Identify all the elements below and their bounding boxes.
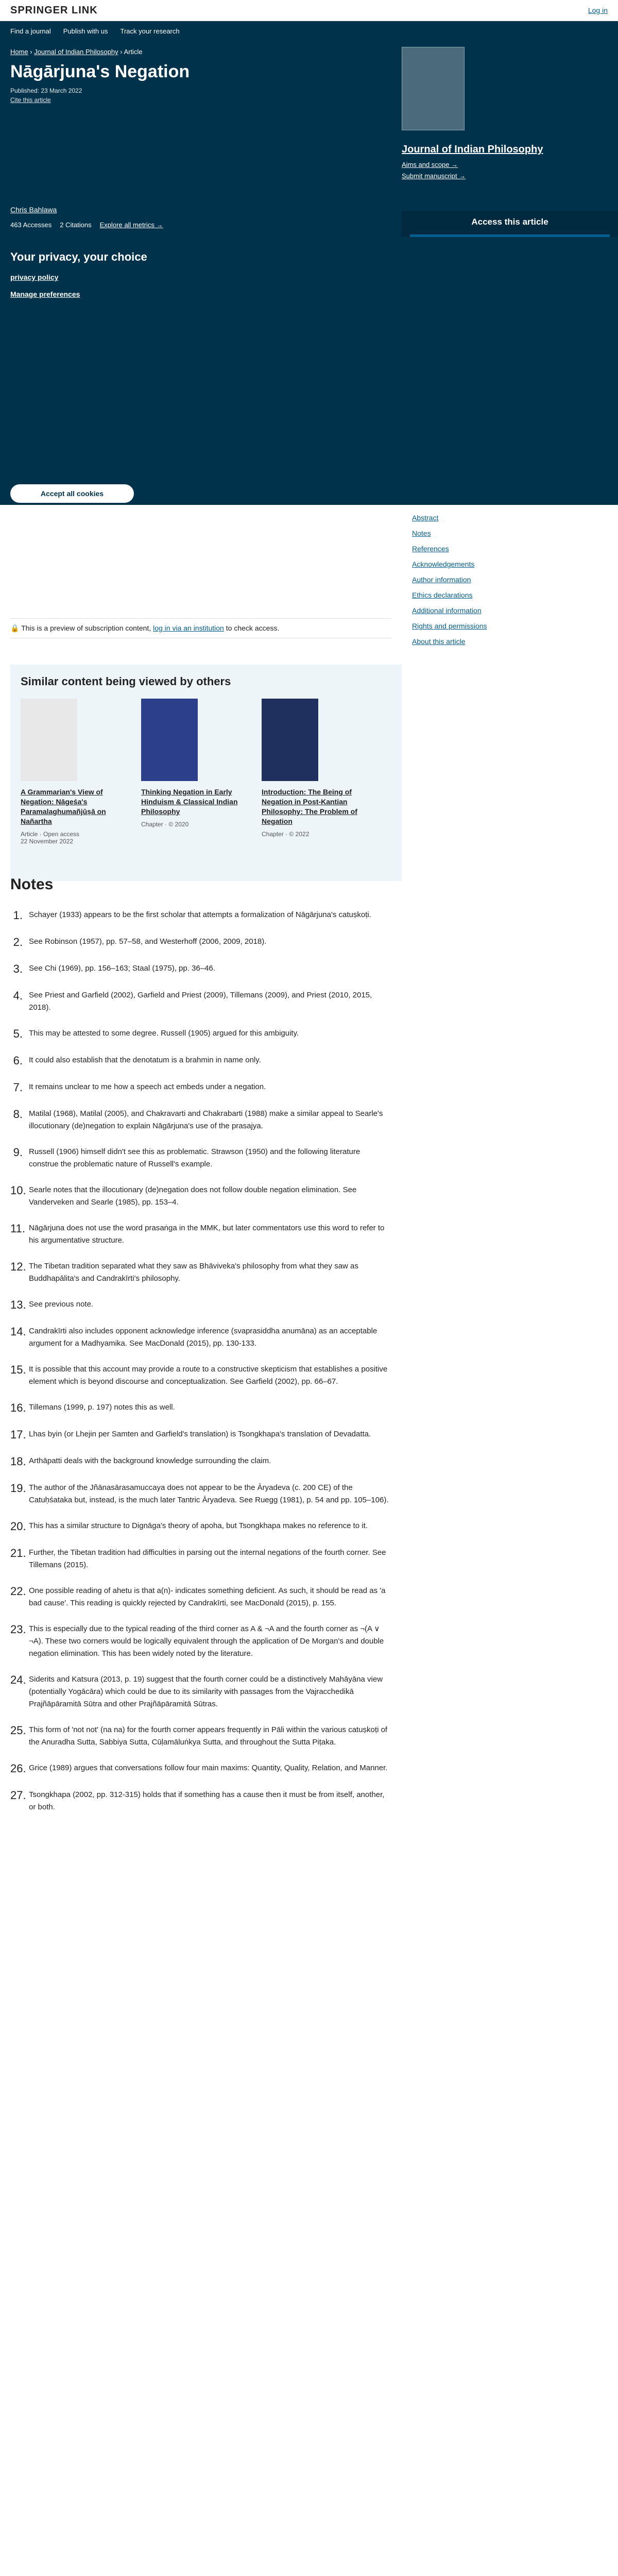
nav-find-journal[interactable]: Find a journal: [10, 27, 51, 35]
note-item: [10, 1146, 391, 1171]
note-number: 24.: [10, 1673, 26, 1686]
similar-card[interactable]: Thinking Negation in Early Hinduism & Classical Indian Philosophy Chapter · © 2020: [141, 699, 249, 845]
note-text: See previous note.: [29, 1300, 94, 1309]
note-number: 18.: [10, 1455, 26, 1468]
note-number: 12.: [10, 1260, 26, 1273]
journal-links: [402, 159, 466, 182]
note-number: 21.: [10, 1547, 26, 1560]
nav-bar: [0, 21, 618, 41]
note-item: [10, 1455, 391, 1468]
lock-icon: 🔒: [10, 624, 20, 632]
journal-cover[interactable]: [402, 47, 465, 130]
card-type: Article: [21, 831, 38, 838]
breadcrumb-journal[interactable]: Journal of Indian Philosophy: [34, 48, 118, 56]
note-item: [10, 1547, 391, 1571]
note-text: Lhas byin (or Lhejin per Samten and Garfield's translation) is Tsongkhapa's translation of Devadatta.: [29, 1430, 371, 1438]
breadcrumb: Home › Journal of Indian Philosophy › Article: [10, 48, 143, 56]
privacy-policy-link[interactable]: privacy policy: [10, 273, 59, 281]
note-number: 3.: [13, 962, 23, 975]
nav-rights[interactable]: Rights and permissions: [412, 622, 487, 630]
note-number: 27.: [10, 1789, 26, 1802]
manage-preferences-link[interactable]: Manage preferences: [10, 290, 80, 298]
note-text: The author of the Jñānasārasamuccaya does not appear to be the Āryadeva (c. 200 CE) of the Catuḥśataka but, instead, is the much later Tantric Āryadeva. See Ruegg (1981), p. 54 and pp. 105–106).: [29, 1483, 389, 1504]
note-number: 16.: [10, 1401, 26, 1414]
note-text: Matilal (1968), Matilal (2005), and Chakravarti and Chakrabarti (1988) make a similar appeal to Searle's illocutionary (de)negation to explain Nāgārjuna's use of the prasajya.: [29, 1109, 383, 1130]
note-text: Russell (1906) himself didn't see this as problematic. Strawson (1950) and the following literature construe the problematic nature of Russell's example.: [29, 1147, 360, 1168]
nav-acknowledgements[interactable]: Acknowledgements: [412, 560, 475, 568]
note-text: One possible reading of ahetu is that a(n)- indicates something deficient. As such, it should be read as 'a bad cause'. This reading is quickly rejected by Candrakīrti, see MacDonald (2015), p. 155.: [29, 1586, 386, 1607]
similar-card[interactable]: A Grammarian's View of Negation: Nāgeśa's Paramalaghumañjūṣā on Nañartha Article · Open access 22 November 2022: [21, 699, 129, 845]
note-number: 9.: [13, 1146, 23, 1159]
note-number: 15.: [10, 1363, 26, 1376]
card-access: Open access: [43, 831, 80, 838]
card-thumbnail: [21, 699, 77, 781]
note-number: 5.: [13, 1027, 23, 1040]
metrics-bar: [10, 221, 163, 229]
note-number: 22.: [10, 1585, 26, 1598]
note-text: Schayer (1933) appears to be the first scholar that attempts a formalization of Nāgārjuna's catuṣkoṭi.: [29, 910, 371, 919]
similar-title: Similar content being viewed by others: [21, 675, 231, 688]
note-number: 26.: [10, 1762, 26, 1775]
note-number: 17.: [10, 1428, 26, 1441]
note-number: 4.: [13, 989, 23, 1002]
note-text: Tillemans (1999, p. 197) notes this as well.: [29, 1403, 175, 1412]
note-text: It is possible that this account may provide a route to a constructive skepticism that establishes a positive element which is beyond discourse and conceptualization. See Garfield (2002), pp. 66–67.: [29, 1365, 388, 1386]
note-item: [10, 962, 391, 976]
note-number: 6.: [13, 1054, 23, 1067]
note-number: 10.: [10, 1184, 26, 1197]
note-number: 2.: [13, 936, 23, 948]
note-number: 19.: [10, 1482, 26, 1495]
note-item: [10, 1184, 391, 1209]
aims-link[interactable]: Aims and scope →: [402, 161, 458, 168]
note-number: 13.: [10, 1298, 26, 1311]
note-number: 25.: [10, 1724, 26, 1737]
note-text: It remains unclear to me how a speech act embeds under a negation.: [29, 1082, 266, 1091]
card-title[interactable]: A Grammarian's View of Negation: Nāgeśa's Paramalaghumañjūṣā on Nañartha: [21, 788, 106, 825]
note-item: [10, 1428, 391, 1442]
note-text: This has a similar structure to Dignāga's theory of apoha, but Tsongkhapa makes no reference to it.: [29, 1521, 368, 1530]
similar-card[interactable]: Introduction: The Being of Negation in Post-Kantian Philosophy: The Problem of Negation Chapter · © 2022: [262, 699, 370, 845]
top-bar: [0, 0, 618, 21]
accept-cookies-button[interactable]: Accept all cookies: [10, 484, 134, 503]
nav-abstract[interactable]: Abstract: [412, 514, 439, 522]
nav-notes[interactable]: Notes: [412, 529, 431, 537]
note-item: [10, 1054, 391, 1067]
access-title: Access this article: [471, 217, 548, 227]
note-text: Siderits and Katsura (2013, p. 19) suggest that the fourth corner could be a distinctively Mahāyāna view (potentially Yogācāra) which could be due to its similarity with passages from the Vajracchedikā Prajñāpāramitā Sūtra and other Prajñāpāramitā Sūtras.: [29, 1675, 383, 1708]
note-number: 23.: [10, 1623, 26, 1636]
note-text: Tsongkhapa (2002, pp. 312-315) holds that if something has a cause then it must be from itself, another, or both.: [29, 1790, 385, 1811]
card-type: Chapter: [141, 821, 163, 828]
cookie-title: Your privacy, your choice: [10, 250, 147, 263]
preview-text: This is a preview of subscription content,: [21, 624, 151, 632]
note-text: Further, the Tibetan tradition had difficulties in parsing out the internal negations of the fourth corner. See Tillemans (2015).: [29, 1548, 386, 1569]
breadcrumb-home[interactable]: Home: [10, 48, 28, 56]
card-title[interactable]: Thinking Negation in Early Hinduism & Classical Indian Philosophy: [141, 788, 238, 816]
article-header: [0, 41, 618, 257]
springer-logo[interactable]: SPRINGER LINK: [10, 4, 98, 16]
preview-login-link[interactable]: log in via an institution: [153, 624, 224, 632]
note-item: [10, 909, 391, 922]
note-item: [10, 1623, 391, 1660]
cookie-privacy: [10, 272, 603, 283]
authors: [10, 206, 57, 214]
note-number: 8.: [13, 1108, 23, 1121]
login-link[interactable]: Log in: [588, 6, 608, 14]
note-item: [10, 1325, 391, 1350]
note-text: Candrakīrti also includes opponent acknowledge inference (svaprasiddha anumāna) as an acceptable argument for a Madhyamika. See MacDonald (2015), pp. 130-133.: [29, 1327, 377, 1348]
note-item: [10, 936, 391, 949]
note-text: Grice (1989) argues that conversations follow four main maxims: Quantity, Quality, Relation, and Manner.: [29, 1764, 388, 1772]
nav-track[interactable]: Track your research: [120, 27, 180, 35]
notes-list: [10, 909, 391, 1814]
journal-name[interactable]: Journal of Indian Philosophy: [402, 144, 543, 155]
note-number: 11.: [10, 1222, 25, 1235]
note-text: The Tibetan tradition separated what they saw as Bhāviveka's philosophy from what they saw as Buddhapālita's and Candrakīrti's philosophy.: [29, 1262, 358, 1283]
note-item: [10, 1520, 391, 1533]
note-item: [10, 1673, 391, 1710]
note-text: This is especially due to the typical reading of the third corner as A & ¬A and the fourth corner as ¬(A ∨ ¬A). These two corners would be logically equivalent through the application of De Morgan's and double negation elimination. This has been widely noted by the literature.: [29, 1624, 384, 1658]
preview-end: to check access.: [226, 624, 280, 632]
card-date: © 2022: [289, 831, 310, 838]
nav-references[interactable]: References: [412, 545, 449, 553]
cookie-manage: [10, 289, 603, 300]
note-text: It could also establish that the denotatum is a brahmin in name only.: [29, 1056, 261, 1064]
nav-about[interactable]: About this article: [412, 637, 466, 646]
notes-section: [10, 876, 391, 1827]
nav-author-info[interactable]: Author information: [412, 575, 471, 584]
preview-notice: [10, 618, 391, 638]
nav-ethics[interactable]: Ethics declarations: [412, 591, 473, 599]
cookie-banner: [0, 237, 618, 505]
note-item: [10, 1108, 391, 1132]
accesses-count: 463 Accesses: [10, 221, 52, 229]
note-item: [10, 1762, 391, 1775]
note-item: [10, 1724, 391, 1749]
explore-metrics-link[interactable]: Explore all metrics →: [99, 221, 163, 229]
note-item: [10, 1222, 391, 1247]
note-text: Arthāpatti deals with the background knowledge surrounding the claim.: [29, 1456, 271, 1465]
note-text: Searle notes that the illocutionary (de)negation does not follow double negation elimination. See Vanderveken and Searle (1985), pp. 153–4.: [29, 1185, 357, 1207]
nav-additional[interactable]: Additional information: [412, 606, 482, 615]
note-text: This form of 'not not' (na na) for the fourth corner appears frequently in Pāli within the various catuṣkoṭi of the Anuradha Sutta, Sabbiya Sutta, Cūḷamāluṅkya Sutta, and throughout the Sutta Piṭaka.: [29, 1725, 388, 1747]
published-date: Published: 23 March 2022: [10, 87, 82, 94]
note-text: See Priest and Garfield (2002), Garfield and Priest (2009), Tillemans (2009), and Priest (2010, 2015, 2018).: [29, 991, 372, 1012]
card-title[interactable]: Introduction: The Being of Negation in Post-Kantian Philosophy: The Problem of Negation: [262, 788, 357, 825]
note-item: [10, 1027, 391, 1041]
note-number: 14.: [10, 1325, 26, 1338]
note-item: [10, 1363, 391, 1388]
note-number: 1.: [13, 909, 23, 922]
note-item: [10, 989, 391, 1014]
section-nav: [412, 510, 487, 649]
note-text: See Chi (1969), pp. 156–163; Staal (1975), pp. 36–46.: [29, 964, 215, 973]
citations-count: 2 Citations: [60, 221, 92, 229]
note-item: [10, 1401, 391, 1415]
nav-publish[interactable]: Publish with us: [63, 27, 108, 35]
card-thumbnail: [262, 699, 318, 781]
cite-link[interactable]: Cite this article: [10, 96, 51, 104]
note-text: Nāgārjuna does not use the word prasaṅga in the MMK, but later commentators use this word to refer to his argumentative structure.: [29, 1224, 385, 1245]
note-item: [10, 1298, 391, 1312]
note-item: [10, 1789, 391, 1814]
submit-link[interactable]: Submit manuscript →: [402, 172, 466, 180]
note-number: 20.: [10, 1520, 26, 1533]
card-thumbnail: [141, 699, 198, 781]
note-text: See Robinson (1957), pp. 57–58, and Westerhoff (2006, 2009, 2018).: [29, 937, 267, 946]
card-type: Chapter: [262, 831, 284, 838]
author-link[interactable]: Chris Bahlawa: [10, 206, 57, 214]
article-title: Nāgārjuna's Negation: [10, 62, 190, 81]
similar-content: [10, 665, 402, 881]
note-number: 7.: [13, 1081, 23, 1094]
note-item: [10, 1260, 391, 1285]
card-date: 22 November 2022: [21, 838, 74, 845]
card-date: © 2020: [168, 821, 189, 828]
breadcrumb-article: Article: [124, 48, 143, 56]
notes-title: Notes: [10, 876, 54, 893]
article-meta: [10, 86, 608, 105]
note-item: [10, 1081, 391, 1094]
note-item: [10, 1482, 391, 1506]
note-item: [10, 1585, 391, 1609]
note-text: This may be attested to some degree. Russell (1905) argued for this ambiguity.: [29, 1029, 299, 1038]
